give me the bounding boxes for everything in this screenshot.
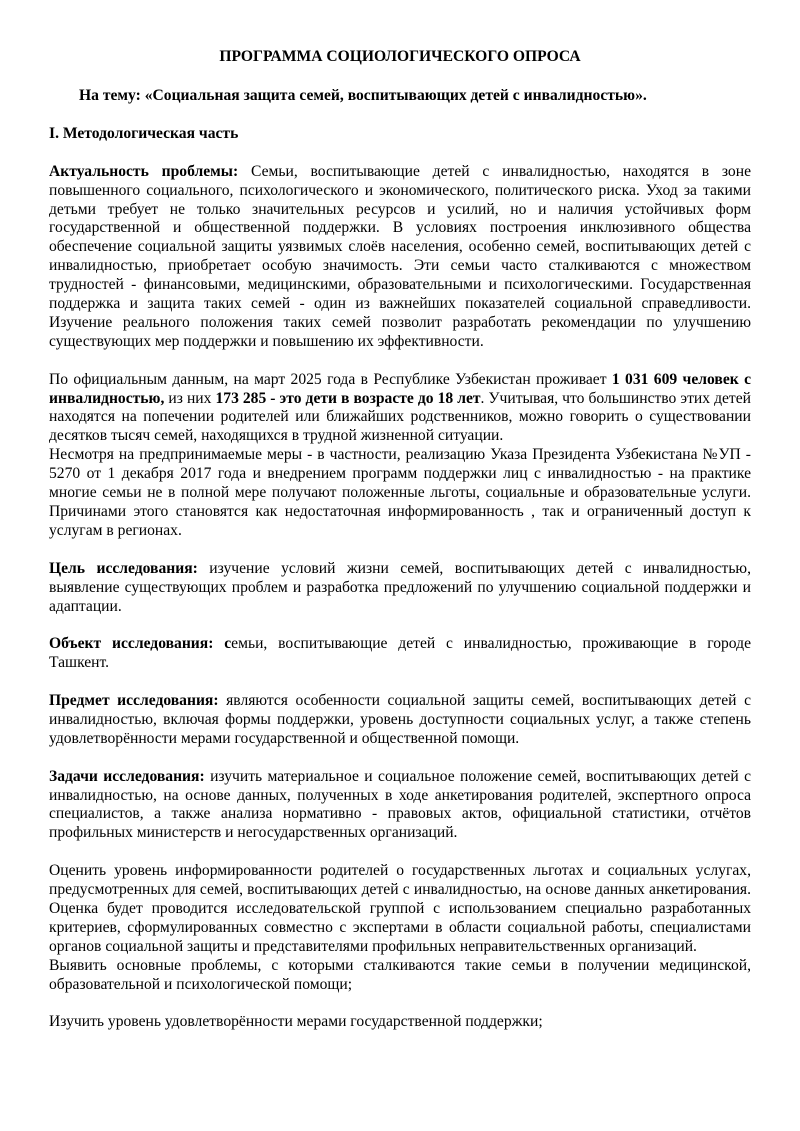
- satisfaction-paragraph: Изучить уровень удовлетворённости мерами государственной поддержки;: [49, 1013, 543, 1031]
- document-title: ПРОГРАММА СОЦИОЛОГИЧЕСКОГО ОПРОСА: [219, 48, 581, 65]
- subject-label: Предмет исследования:: [49, 692, 219, 710]
- statistics-total-disabled: 1 031 609 человек с инвалидностью,: [49, 370, 751, 407]
- subject-paragraph: [49, 692, 751, 749]
- statistics-text-3: . Учитывая, что большинство этих детей находятся на попечении родителей или ближайших родственников, можно говорить о существовании десятков тысяч семей, находящихся в трудной жизненной ситуации.: [49, 389, 752, 445]
- document-subtitle: На тему: «Социальная защита семей, воспитывающих детей с инвалидностью».: [79, 87, 647, 104]
- object-label: Объект исследования: с: [49, 635, 232, 653]
- statistics-paragraph: [49, 371, 751, 447]
- tasks-label: Задачи исследования:: [49, 767, 205, 785]
- statistics-text-2: из них: [164, 389, 216, 407]
- goal-paragraph: [49, 560, 751, 617]
- object-paragraph: [49, 635, 751, 673]
- statistics-text-1: По официальным данным, на март 2025 года в Республике Узбекистан проживает: [49, 370, 612, 388]
- document-page: [49, 48, 751, 1032]
- assess-paragraph: Оценить уровень информированности родителей о государственных льготах и социальных услугах, предусмотренных для семей, воспитывающих детей с инвалидностью, на основе данных анкетирования. Оценка будет проводится исследовательской группой с использованием специально разработанных критериев, сформулированных совместно с экспертами в области социальной работы, специалистами органов социальной защиты и представителями профильных неправительственных организаций.: [49, 862, 751, 955]
- tasks-paragraph: [49, 768, 751, 844]
- object-text: емьи, воспитывающие детей с инвалидностью, проживающие в городе Ташкент.: [49, 635, 751, 672]
- relevance-text: Семьи, воспитывающие детей с инвалидностью, находятся в зоне повышенного социального, психологического и экономического, политического риска. Уход за такими детьми требует не только значительных ресурсов и усилий, но и наличия устойчивых форм государственной и общественной поддержки. В условиях построения инклюзивного общества обеспечение социальной защиты уязвимых слоёв населения, особенно семей, воспитывающих детей с инвалидностью, приобретает особую значимость. Эти семьи часто сталкиваются с множеством трудностей - финансовыми, медицинскими, образовательными и психологическими. Государственная поддержка и защита таких семей - один из важнейших показателей социальной справедливости. Изучение реального положения таких семей позволит разработать рекомендации по улучшению существующих мер поддержки и повышению их эффективности.: [49, 162, 751, 350]
- statistics-children-count: 173 285 - это дети в возрасте до 18 лет: [215, 389, 481, 407]
- relevance-paragraph: [49, 163, 751, 352]
- relevance-label: Актуальность проблемы:: [49, 162, 239, 180]
- goal-text: изучение условий жизни семей, воспитывающих детей с инвалидностью, выявление существующих проблем и разработка предложений по улучшению социальной поддержки и адаптации.: [49, 559, 751, 615]
- subject-text: являются особенности социальной защиты семей, воспитывающих детей с инвалидностью, включая формы поддержки, уровень доступности социальных услуг, а также степень удовлетворённости мерами государственной и общественной помощи.: [49, 692, 751, 747]
- identify-paragraph: Выявить основные проблемы, с которыми сталкиваются такие семьи в получении медицинской, образовательной и психологической помощи;: [49, 956, 751, 993]
- measures-paragraph: Несмотря на предпринимаемые меры - в частности, реализацию Указа Президента Узбекистана №УП - 5270 от 1 декабря 2017 года и внедрением программ поддержки лиц с инвалидностью - на практике многие семьи не в полной мере получают положенные льготы, социальные и образовательные услуги. Причинами этого становятся как недостаточная информированность , так и ограниченный доступ к услугам в регионах.: [49, 446, 751, 539]
- section-heading: I. Методологическая часть: [49, 124, 239, 142]
- goal-label: Цель исследования:: [49, 559, 198, 577]
- tasks-text: изучить материальное и социальное положение семей, воспитывающих детей с инвалидностью, на основе данных, полученных в ходе анкетирования родителей, экспертного опроса специалистов, а также анализа нормативно - правовых актов, официальной статистики, отчётов профильных министерств и негосударственных организаций.: [49, 767, 751, 842]
